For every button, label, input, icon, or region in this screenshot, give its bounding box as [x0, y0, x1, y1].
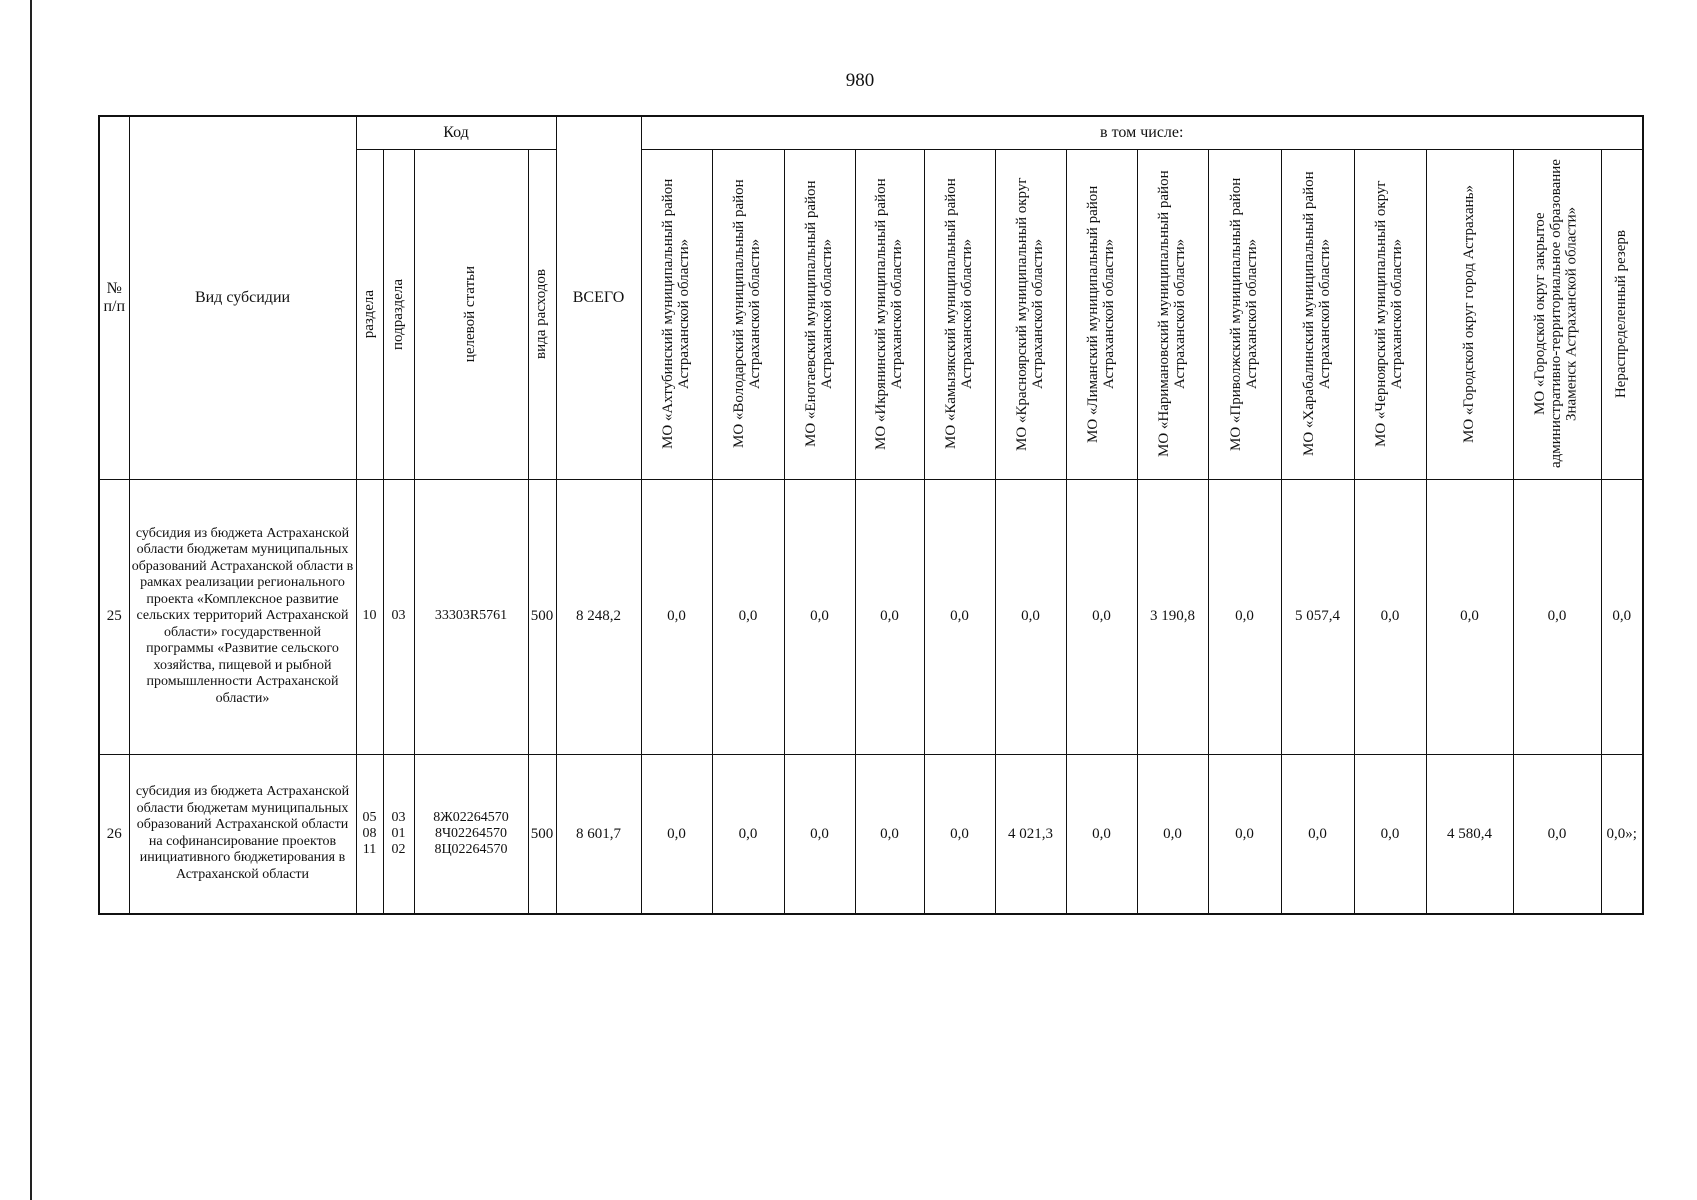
- header-municipality: МО «Володарский муниципальный район Астраханской области»: [712, 149, 784, 479]
- municipality-value: 0,0: [1513, 479, 1601, 754]
- header-municipality: МО «Енотаевский муниципальный район Астраханской области»: [784, 149, 855, 479]
- header-municipality: МО «Приволжский муниципальный район Астраханской области»: [1208, 149, 1281, 479]
- row-number: 26: [99, 754, 129, 914]
- header-municipality: МО «Харабалинский муниципальный район Астраханской области»: [1281, 149, 1354, 479]
- header-no: № п/п: [99, 116, 129, 479]
- header-municipality: МО «Камызякский муниципальный район Астраханской области»: [924, 149, 995, 479]
- subsidy-table: [98, 115, 1644, 915]
- row-description: субсидия из бюджета Астраханской области бюджетам муниципальных образований Астраханской области на софинансирование проектов инициативного бюджетирования в Астраханской области: [129, 754, 356, 914]
- code-section-line: 05: [362, 809, 377, 825]
- code-section-line: 10: [362, 608, 377, 624]
- municipality-value: 3 190,8: [1137, 479, 1208, 754]
- municipality-value: 0,0: [1426, 479, 1513, 754]
- code-subsection-line: 03: [391, 608, 406, 624]
- municipality-value: 0,0: [855, 754, 924, 914]
- row-number: 25: [99, 479, 129, 754]
- header-code-target: целевой статьи: [414, 149, 528, 479]
- header-municipality: Нераспределенный резерв: [1601, 149, 1643, 479]
- header-municipality: МО «Ахтубинский муниципальный район Астраханской области»: [641, 149, 712, 479]
- municipality-value: 0,0»;: [1601, 754, 1643, 914]
- municipality-value: 0,0: [1513, 754, 1601, 914]
- header-municipality: МО «Городской округ город Астрахань»: [1426, 149, 1513, 479]
- municipality-value: 0,0: [1354, 479, 1426, 754]
- code-subsection-line: 03: [391, 809, 406, 825]
- code-section: [356, 754, 383, 914]
- municipality-value: 0,0: [712, 479, 784, 754]
- header-municipality: МО «Городской округ закрытое административно-территориальное образование Знаменск Астраханской области»: [1513, 149, 1601, 479]
- municipality-value: 0,0: [1601, 479, 1643, 754]
- header-total: ВСЕГО: [556, 116, 641, 479]
- code-target-line: 33303R5761: [434, 608, 508, 624]
- code-subsection-line: 02: [391, 841, 406, 857]
- header-municipality: МО «Черноярский муниципальный округ Астраханской области»: [1354, 149, 1426, 479]
- municipality-value: 0,0: [995, 479, 1066, 754]
- header-municipality: МО «Икрянинский муниципальный район Астраханской области»: [855, 149, 924, 479]
- header-row-top: [99, 116, 1643, 149]
- row-total: 8 601,7: [556, 754, 641, 914]
- municipality-value: 4 021,3: [995, 754, 1066, 914]
- row-description: субсидия из бюджета Астраханской области бюджетам муниципальных образований Астраханской области в рамках реализации регионального проекта «Комплексное развитие сельских территорий Астраханской области» государственной программы «Развитие сельского хозяйства, пищевой и рыбной промышленности Астраханской области»: [129, 479, 356, 754]
- header-municipality: МО «Лиманский муниципальный район Астраханской области»: [1066, 149, 1137, 479]
- code-target-line: 8Ж02264570: [433, 809, 509, 825]
- page-number: 980: [845, 70, 875, 91]
- municipality-value: 0,0: [1354, 754, 1426, 914]
- municipality-value: 0,0: [784, 754, 855, 914]
- code-target: [414, 754, 528, 914]
- municipality-value: 0,0: [924, 479, 995, 754]
- header-municipality: МО «Наримановский муниципальный район Астраханской области»: [1137, 149, 1208, 479]
- header-code-section: раздела: [356, 149, 383, 479]
- code-expense-type: 500: [528, 754, 556, 914]
- code-expense-type: 500: [528, 479, 556, 754]
- municipality-value: 0,0: [641, 754, 712, 914]
- code-section-line: 08: [362, 825, 377, 841]
- municipality-value: 0,0: [1066, 754, 1137, 914]
- code-section: [356, 479, 383, 754]
- code-target-line: 8Ц02264570: [434, 841, 508, 857]
- code-section-line: 11: [362, 841, 377, 857]
- municipality-value: 5 057,4: [1281, 479, 1354, 754]
- code-subsection-line: 01: [391, 825, 406, 841]
- header-including: в том числе:: [641, 116, 1643, 149]
- municipality-value: 0,0: [1208, 754, 1281, 914]
- municipality-value: 0,0: [641, 479, 712, 754]
- header-code: Код: [356, 116, 556, 149]
- header-municipality: МО «Красноярский муниципальный округ Астраханской области»: [995, 149, 1066, 479]
- row-total: 8 248,2: [556, 479, 641, 754]
- code-subsection: [383, 479, 414, 754]
- table-row: [99, 479, 1643, 754]
- header-code-expense: вида расходов: [528, 149, 556, 479]
- binding-line: [30, 0, 32, 1200]
- municipality-value: 0,0: [1066, 479, 1137, 754]
- header-subsidy-type: Вид субсидии: [129, 116, 356, 479]
- municipality-value: 0,0: [784, 479, 855, 754]
- municipality-value: 0,0: [1281, 754, 1354, 914]
- code-target-line: 8Ч02264570: [434, 825, 508, 841]
- table-row: [99, 754, 1643, 914]
- municipality-value: 0,0: [1208, 479, 1281, 754]
- municipality-value: 0,0: [1137, 754, 1208, 914]
- municipality-value: 0,0: [855, 479, 924, 754]
- municipality-value: 0,0: [712, 754, 784, 914]
- municipality-value: 4 580,4: [1426, 754, 1513, 914]
- municipality-value: 0,0: [924, 754, 995, 914]
- code-target: [414, 479, 528, 754]
- code-subsection: [383, 754, 414, 914]
- header-code-subsection: подраздела: [383, 149, 414, 479]
